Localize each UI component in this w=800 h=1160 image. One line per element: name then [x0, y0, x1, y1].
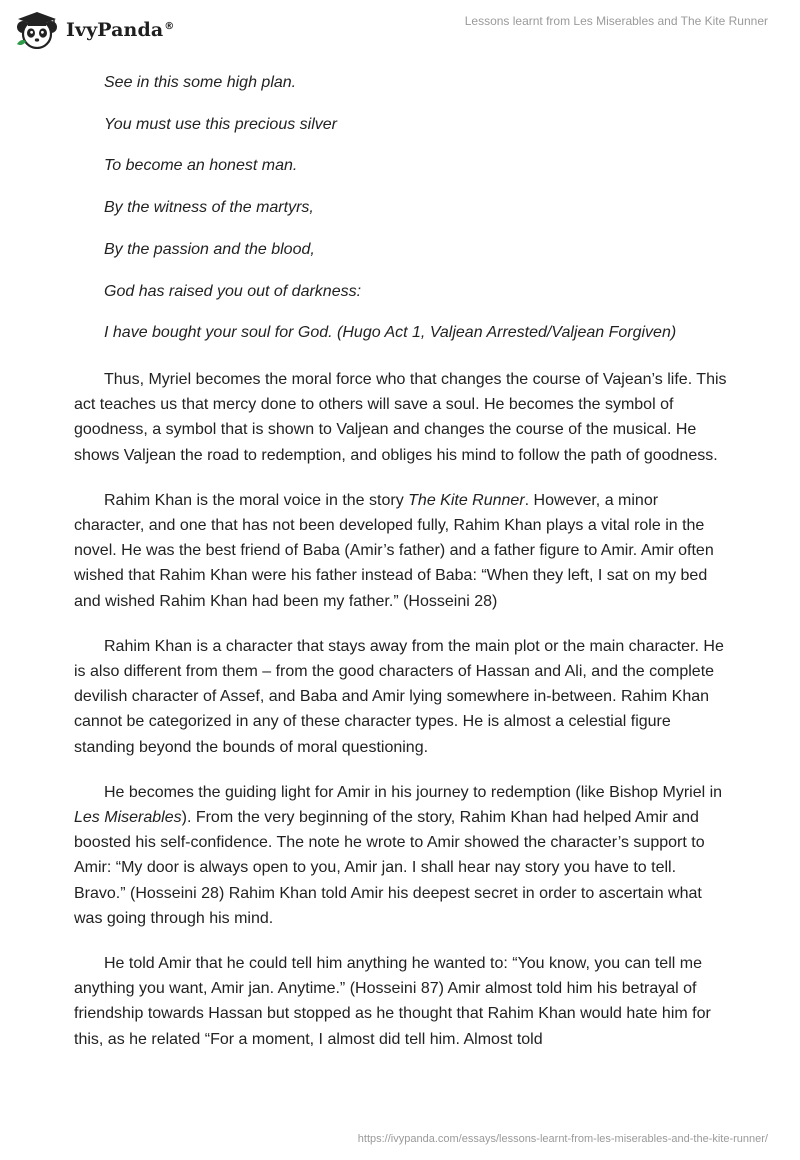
book-title: Les Miserables	[74, 808, 182, 826]
brand-name: IvyPanda®	[66, 19, 175, 41]
paragraph	[74, 780, 730, 931]
verse-line: To become an honest man.	[104, 157, 298, 175]
paragraph: Rahim Khan is a character that stays away from the main plot or the main character. He is also different from them – from the good characters of Hassan and Ali, and the complete devilish character of Assef, and Baba and Amir lying somewhere in-between. Rahim Khan cannot be categorized in any of these character types. He is almost a celestial figure standing beyond the bounds of moral questioning.	[74, 637, 724, 756]
panda-graduate-icon	[14, 11, 60, 49]
paragraph-text: Rahim Khan is the moral voice in the story	[104, 491, 409, 509]
verse-line: You must use this precious silver	[104, 115, 337, 133]
document-title: Lessons learnt from Les Miserables and The Kite Runner	[464, 14, 768, 28]
paragraph-text: ). From the very beginning of the story, Rahim Khan had helped Amir and boosted his self-confidence. The note he wrote to Amir showed the character’s support to Amir: “My door is always open to you, Amir jan. I shall hear nay story you have to tell. Bravo.” (Hosseini 28) Rahim Khan told Amir his deepest secret in order to ascertain what was going through his mind.	[74, 808, 705, 927]
ivypanda-logo[interactable]	[14, 10, 174, 50]
paragraph: Thus, Myriel becomes the moral force who that changes the course of Vajean’s life. This act teaches us that mercy done to others will save a soul. He becomes the symbol of goodness, a symbol that is shown to Valjean and changes the course of the musical. He shows Valjean the road to redemption, and obliges his mind to follow the path of goodness.	[74, 370, 727, 464]
paragraph-text: . However, a minor character, and one that has not been developed fully, Rahim Khan plays a vital role in the novel. He was the best friend of Baba (Amir’s father) and a father figure to Amir. Amir often wished that Rahim Khan were his father instead of Baba: “When they left, I sat on my bed and wished Rahim Khan had been my father.” (Hosseini 28)	[74, 491, 714, 610]
page-header	[0, 0, 800, 60]
verse-line: By the passion and the blood,	[104, 240, 315, 258]
verse-line: God has raised you out of darkness:	[104, 282, 362, 300]
paragraph	[74, 488, 730, 614]
book-title: The Kite Runner	[408, 491, 525, 509]
verse-line: I have bought your soul for God. (Hugo Act 1, Valjean Arrested/Valjean Forgiven)	[104, 324, 677, 342]
paragraph: He told Amir that he could tell him anything he wanted to: “You know, you can tell me anything you want, Amir jan. Anytime.” (Hosseini 87) Amir almost told him his betrayal of friendship towards Hassan but stopped as he thought that Rahim Khan would hate him for this, as he related “For a moment, I almost did tell him. Almost told	[74, 954, 711, 1048]
source-url[interactable]: https://ivypanda.com/essays/lessons-learnt-from-les-miserables-and-the-kite-runner/	[357, 1133, 768, 1145]
verse-line: See in this some high plan.	[104, 74, 297, 91]
verse-line: By the witness of the martyrs,	[104, 199, 314, 217]
paragraph-text: He becomes the guiding light for Amir in his journey to redemption (like Bishop Myriel in	[104, 783, 723, 801]
essay-body	[74, 62, 730, 1052]
